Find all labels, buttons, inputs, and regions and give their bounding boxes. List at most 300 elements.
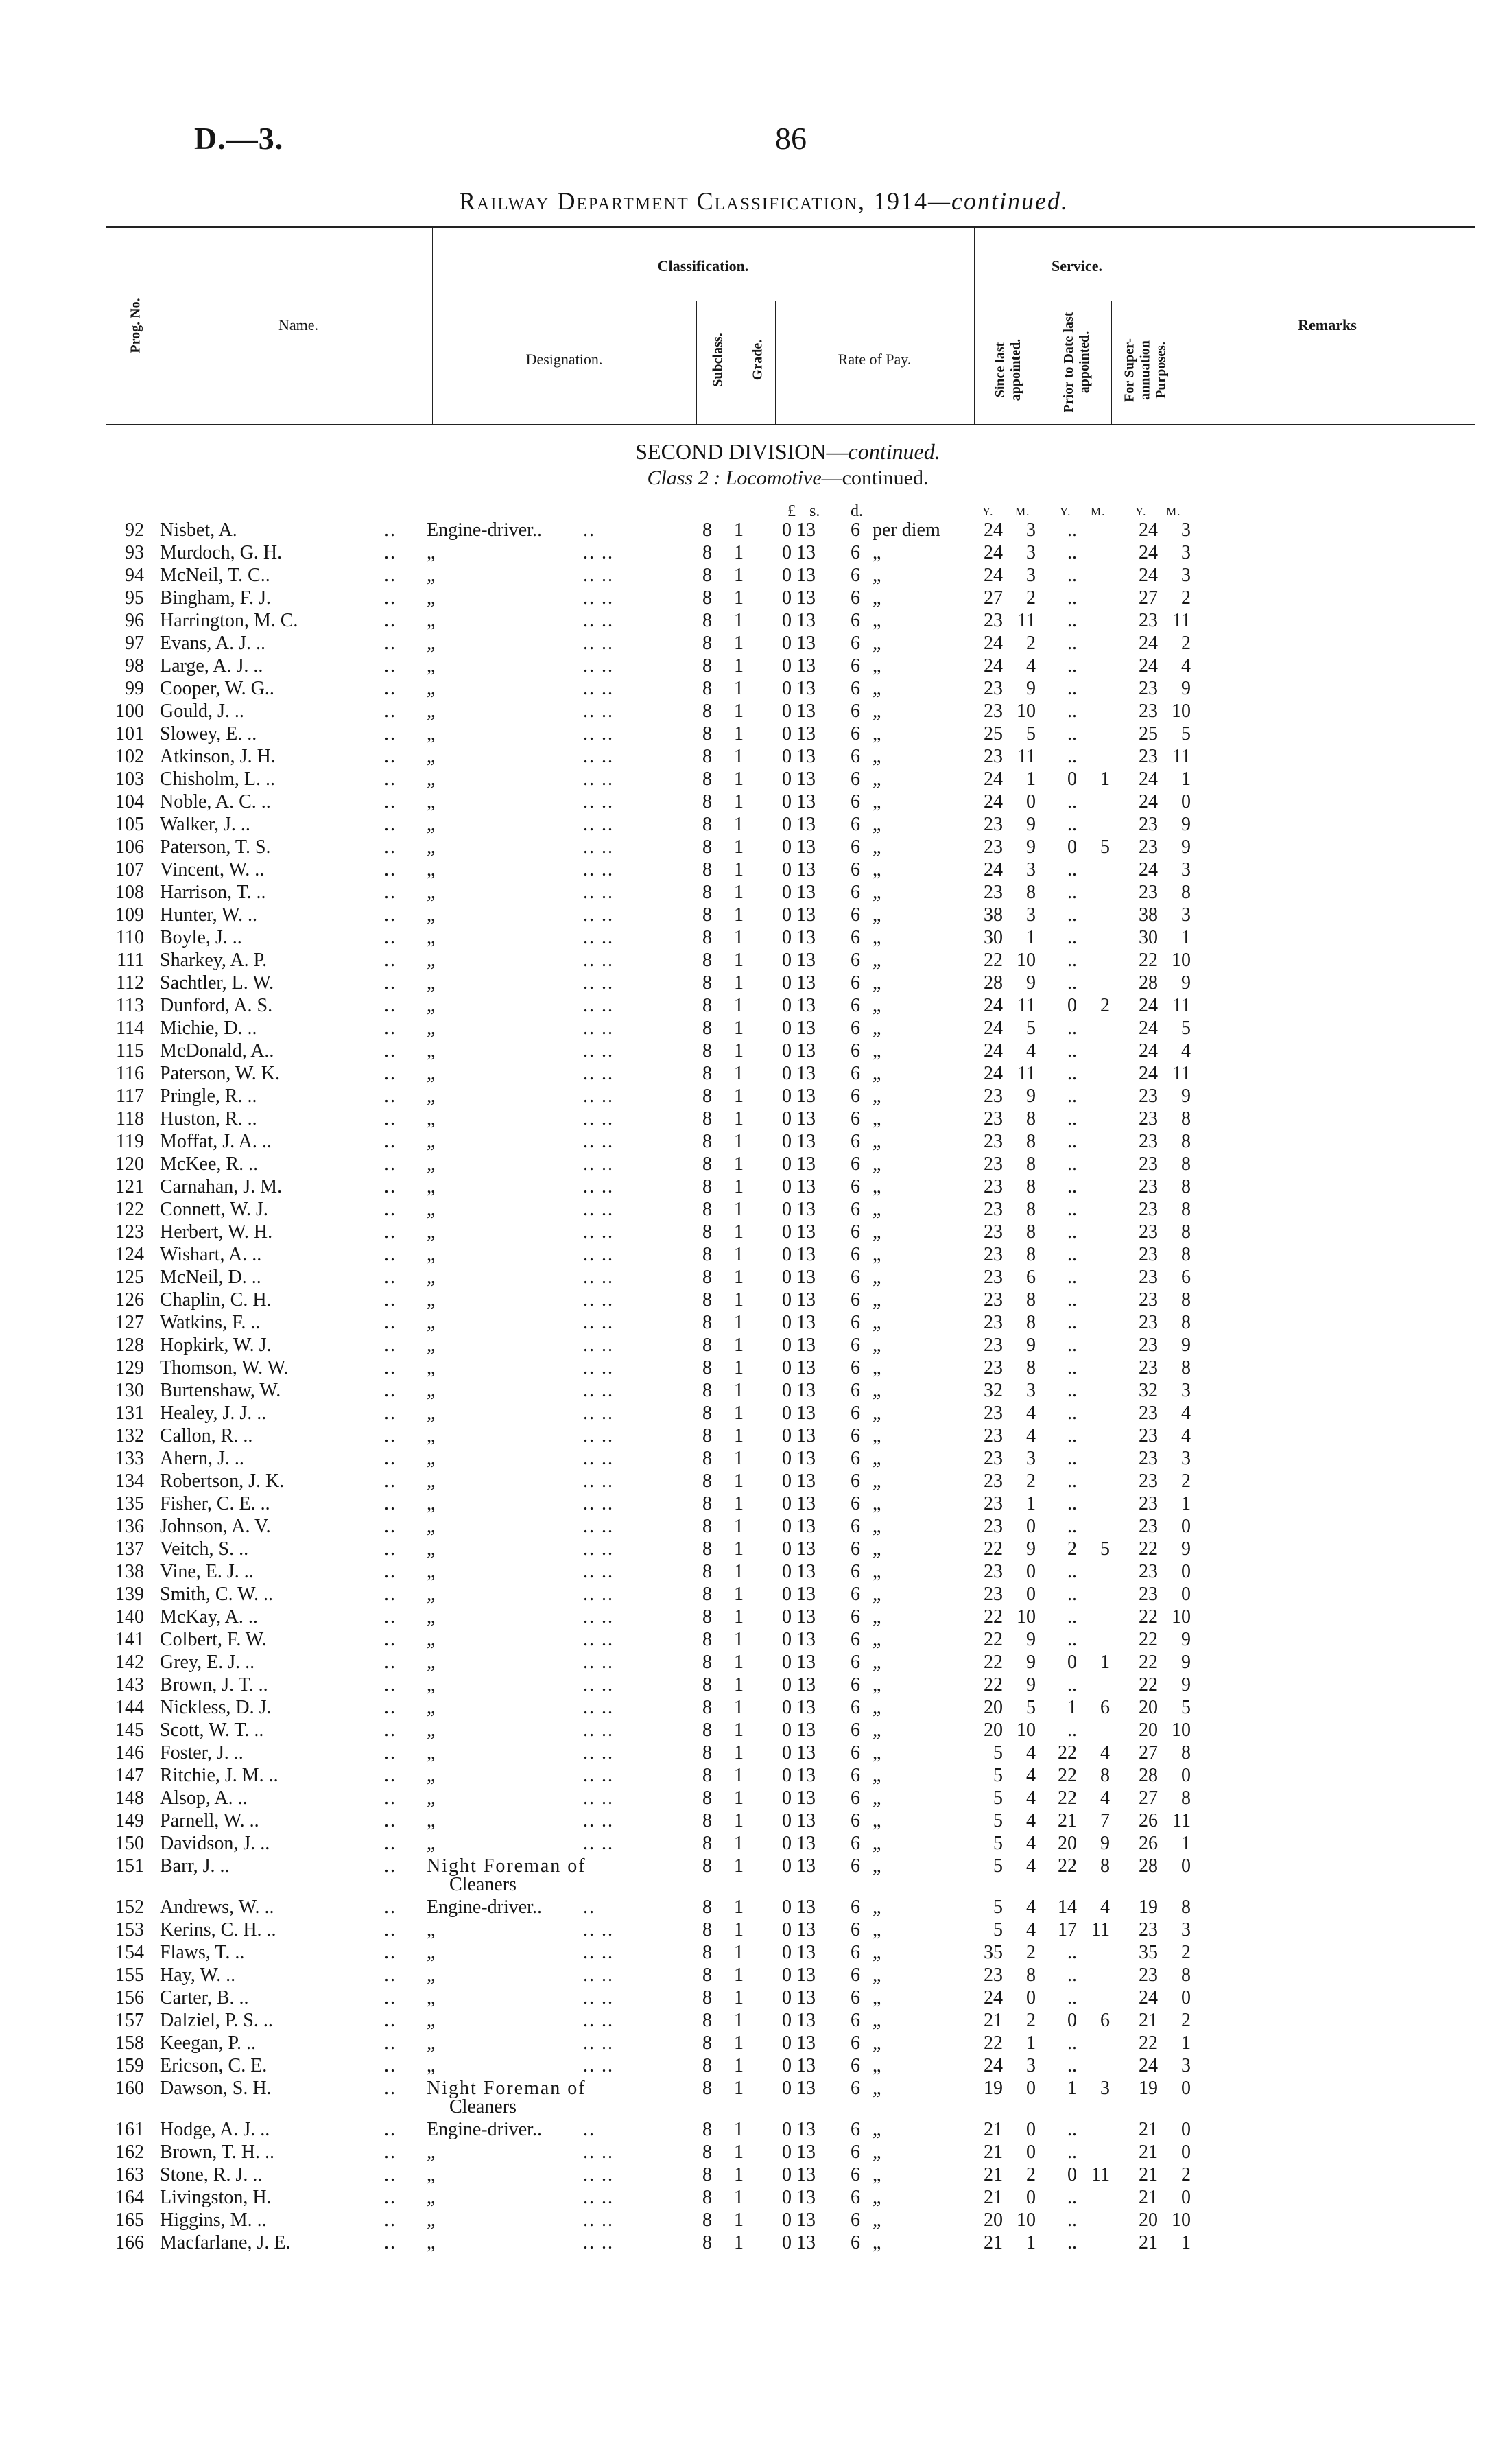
cell-rate-shillings: 0 13 xyxy=(782,1919,816,1940)
cell-super-months: 10 xyxy=(1172,2209,1191,2231)
cell-rate-period: „ xyxy=(873,950,881,971)
cell-grade: 1 xyxy=(734,1086,744,1107)
cell-prog-no: 136 xyxy=(115,1516,144,1537)
cell-super-years: 28 xyxy=(1139,972,1158,994)
cell-designation: „ xyxy=(427,655,436,677)
cell-super-years: 20 xyxy=(1139,1697,1158,1718)
cell-prog-no: 93 xyxy=(125,542,144,563)
cell-grade: 1 xyxy=(734,542,744,563)
cell-name: Noble, A. C. .. xyxy=(160,791,271,812)
cell-super-months: 9 xyxy=(1181,1086,1191,1107)
cell-since-months: 4 xyxy=(1026,1040,1036,1061)
cell-grade: 1 xyxy=(734,1787,744,1809)
cell-name-leader: .. xyxy=(384,927,396,948)
cell-subclass: 8 xyxy=(702,1629,712,1650)
table-row xyxy=(0,1379,1507,1402)
cell-subclass: 8 xyxy=(702,1040,712,1061)
cell-super-months: 3 xyxy=(1181,1919,1191,1940)
cell-prior-years: 0 xyxy=(1067,2164,1077,2185)
table-row xyxy=(0,564,1507,587)
cell-rate-period: „ xyxy=(873,2142,881,2163)
cell-super-years: 23 xyxy=(1139,1493,1158,1514)
cell-name: Flaws, T. .. xyxy=(160,1942,245,1963)
cell-since-months: 10 xyxy=(1017,2209,1036,2231)
cell-super-years: 21 xyxy=(1139,2164,1158,2185)
cell-rate-period: „ xyxy=(873,1176,881,1197)
cell-subclass: 8 xyxy=(702,2187,712,2208)
table-row xyxy=(0,1855,1507,1896)
cell-name-leader: .. xyxy=(384,678,396,699)
cell-name: Sharkey, A. P. xyxy=(160,950,268,971)
cell-subclass: 8 xyxy=(702,995,712,1016)
cell-name: Ericson, C. E. xyxy=(160,2055,268,2076)
header-grade: Grade. xyxy=(750,339,766,381)
cell-prog-no: 160 xyxy=(115,2078,144,2099)
cell-rate-shillings: 0 13 xyxy=(782,1720,816,1741)
cell-prog-no: 165 xyxy=(115,2209,144,2231)
cell-designation-leader: .. .. xyxy=(583,859,614,880)
cell-super-months: 9 xyxy=(1181,972,1191,994)
cell-subclass: 8 xyxy=(702,1987,712,2008)
cell-rate-pence: 6 xyxy=(851,1176,860,1197)
cell-since-years: 23 xyxy=(984,1335,1003,1356)
table-row xyxy=(0,1832,1507,1855)
cell-since-months: 5 xyxy=(1026,1018,1036,1039)
cell-name: Gould, J. .. xyxy=(160,701,244,722)
cell-name: McKay, A. .. xyxy=(160,1606,258,1628)
cell-rate-shillings: 0 13 xyxy=(782,2187,816,2208)
cell-name: Veitch, S. .. xyxy=(160,1538,249,1560)
cell-name: Scott, W. T. .. xyxy=(160,1720,264,1741)
cell-subclass: 8 xyxy=(702,1897,712,1918)
cell-rate-period: „ xyxy=(873,1919,881,1940)
cell-rate-pence: 6 xyxy=(851,1964,860,1986)
cell-prog-no: 147 xyxy=(115,1765,144,1786)
cell-rate-shillings: 0 13 xyxy=(782,2209,816,2231)
cell-subclass: 8 xyxy=(702,2119,712,2140)
cell-prog-no: 124 xyxy=(115,1244,144,1265)
table-row xyxy=(0,2009,1507,2032)
cell-rate-period: „ xyxy=(873,2010,881,2031)
cell-name-leader: .. xyxy=(384,1244,396,1265)
page-identifier: D.—3. xyxy=(194,121,284,156)
cell-since-months: 1 xyxy=(1026,1493,1036,1514)
cell-super-months: 0 xyxy=(1181,1765,1191,1786)
cell-super-months: 3 xyxy=(1181,859,1191,880)
cell-super-months: 3 xyxy=(1181,542,1191,563)
cell-since-years: 5 xyxy=(993,1787,1003,1809)
cell-designation: „ xyxy=(427,814,436,835)
cell-designation-leader: .. .. xyxy=(583,791,614,812)
cell-since-years: 23 xyxy=(984,701,1003,722)
cell-rate-pence: 6 xyxy=(851,2055,860,2076)
cell-prior-months: 4 xyxy=(1100,1787,1110,1809)
cell-prog-no: 152 xyxy=(115,1897,144,1918)
cell-prior-years: 22 xyxy=(1058,1742,1077,1763)
table-row xyxy=(0,972,1507,994)
cell-rate-pence: 6 xyxy=(851,995,860,1016)
cell-designation-leader: .. xyxy=(583,2119,595,2140)
cell-rate-shillings: 0 13 xyxy=(782,1086,816,1107)
cell-prior-years: .. xyxy=(1067,2055,1077,2076)
cell-name: McDonald, A.. xyxy=(160,1040,274,1061)
cell-since-years: 20 xyxy=(984,1697,1003,1718)
cell-grade: 1 xyxy=(734,2032,744,2054)
cell-since-years: 5 xyxy=(993,1833,1003,1854)
cell-rate-pence: 6 xyxy=(851,1063,860,1084)
cell-name-leader: .. xyxy=(384,1335,396,1356)
cell-prog-no: 137 xyxy=(115,1538,144,1560)
cell-prog-no: 117 xyxy=(116,1086,144,1107)
cell-name: Healey, J. J. .. xyxy=(160,1403,267,1424)
cell-subclass: 8 xyxy=(702,1108,712,1129)
cell-rate-shillings: 0 13 xyxy=(782,1244,816,1265)
cell-designation: „ xyxy=(427,1538,436,1560)
cell-name: Higgins, M. .. xyxy=(160,2209,267,2231)
cell-rate-pence: 6 xyxy=(851,2232,860,2253)
cell-prior-months: 8 xyxy=(1100,1765,1110,1786)
cell-subclass: 8 xyxy=(702,1919,712,1940)
cell-rate-pence: 6 xyxy=(851,1561,860,1582)
cell-rate-shillings: 0 13 xyxy=(782,610,816,631)
cell-rate-pence: 6 xyxy=(851,1942,860,1963)
cell-designation-leader: .. .. xyxy=(583,927,614,948)
table-row xyxy=(0,2163,1507,2186)
cell-designation: Engine-driver.. xyxy=(427,1897,542,1918)
cell-super-months: 3 xyxy=(1181,565,1191,586)
cell-designation-leader: .. .. xyxy=(583,1987,614,2008)
cell-subclass: 8 xyxy=(702,1131,712,1152)
cell-since-months: 9 xyxy=(1026,1538,1036,1560)
cell-name-leader: .. xyxy=(384,2055,396,2076)
cell-designation: „ xyxy=(427,587,436,609)
cell-designation: „ xyxy=(427,1964,436,1986)
cell-since-months: 3 xyxy=(1026,904,1036,926)
cell-prior-years: .. xyxy=(1067,1720,1077,1741)
cell-since-years: 23 xyxy=(984,814,1003,835)
cell-since-years: 22 xyxy=(984,950,1003,971)
cell-since-years: 24 xyxy=(984,995,1003,1016)
cell-designation-leader: .. .. xyxy=(583,1606,614,1628)
cell-rate-period: „ xyxy=(873,2209,881,2231)
cell-rate-period: „ xyxy=(873,1289,881,1311)
cell-subclass: 8 xyxy=(702,950,712,971)
cell-rate-pence: 6 xyxy=(851,1018,860,1039)
cell-since-years: 5 xyxy=(993,1810,1003,1831)
cell-super-months: 11 xyxy=(1172,610,1191,631)
cell-rate-pence: 6 xyxy=(851,2142,860,2163)
cell-subclass: 8 xyxy=(702,791,712,812)
cell-name-leader: .. xyxy=(384,1493,396,1514)
cell-name: Macfarlane, J. E. xyxy=(160,2232,291,2253)
cell-prior-years: .. xyxy=(1067,814,1077,835)
cell-designation-leader: .. .. xyxy=(583,1787,614,1809)
cell-rate-shillings: 0 13 xyxy=(782,1787,816,1809)
cell-rate-shillings: 0 13 xyxy=(782,1403,816,1424)
cell-designation-leader: .. .. xyxy=(583,633,614,654)
cell-subclass: 8 xyxy=(702,972,712,994)
cell-prog-no: 134 xyxy=(115,1470,144,1492)
cell-grade: 1 xyxy=(734,1720,744,1741)
cell-grade: 1 xyxy=(734,1516,744,1537)
table-row xyxy=(0,1017,1507,1040)
cell-super-months: 1 xyxy=(1181,927,1191,948)
header-since-last: Since last appointed. xyxy=(993,338,1023,401)
cell-rate-period: „ xyxy=(873,1942,881,1963)
cell-super-years: 24 xyxy=(1139,995,1158,1016)
cell-rate-period: „ xyxy=(873,1742,881,1763)
cell-designation: „ xyxy=(427,2032,436,2054)
cell-since-years: 23 xyxy=(984,1964,1003,1986)
cell-grade: 1 xyxy=(734,746,744,767)
cell-name-leader: .. xyxy=(384,791,396,812)
cell-subclass: 8 xyxy=(702,1742,712,1763)
table-row xyxy=(0,1153,1507,1175)
cell-name-leader: .. xyxy=(384,1765,396,1786)
cell-rate-shillings: 0 13 xyxy=(782,1516,816,1537)
cell-since-months: 3 xyxy=(1026,565,1036,586)
cell-grade: 1 xyxy=(734,2055,744,2076)
cell-grade: 1 xyxy=(734,1063,744,1084)
cell-prior-years: .. xyxy=(1067,1289,1077,1311)
cell-subclass: 8 xyxy=(702,655,712,677)
cell-since-months: 0 xyxy=(1026,2078,1036,2099)
cell-prior-years: 22 xyxy=(1058,1765,1077,1786)
cell-grade: 1 xyxy=(734,1199,744,1220)
cell-grade: 1 xyxy=(734,1335,744,1356)
cell-designation: „ xyxy=(427,1403,436,1424)
cell-prog-no: 139 xyxy=(115,1584,144,1605)
cell-grade: 1 xyxy=(734,950,744,971)
cell-name-leader: .. xyxy=(384,1267,396,1288)
cell-designation: „ xyxy=(427,701,436,722)
cell-super-years: 20 xyxy=(1139,1720,1158,1741)
table-row xyxy=(0,813,1507,836)
cell-super-years: 22 xyxy=(1139,1652,1158,1673)
cell-prior-years: .. xyxy=(1067,2209,1077,2231)
cell-rate-shillings: 0 13 xyxy=(782,904,816,926)
cell-since-months: 0 xyxy=(1026,1987,1036,2008)
cell-rate-pence: 6 xyxy=(851,1919,860,1940)
header-prior-to: Prior to Date last appointed. xyxy=(1061,312,1092,413)
cell-designation: „ xyxy=(427,1919,436,1940)
cell-since-months: 2 xyxy=(1026,1470,1036,1492)
cell-super-years: 23 xyxy=(1139,1267,1158,1288)
cell-prior-months: 11 xyxy=(1091,2164,1110,2185)
cell-since-months: 4 xyxy=(1026,1810,1036,1831)
cell-rate-pence: 6 xyxy=(851,1720,860,1741)
cell-name-leader: .. xyxy=(384,2232,396,2253)
cell-prior-years: 1 xyxy=(1067,1697,1077,1718)
cell-designation-leader: .. .. xyxy=(583,2142,614,2163)
cell-rate-pence: 6 xyxy=(851,1493,860,1514)
cell-rate-period: „ xyxy=(873,1063,881,1084)
cell-prior-years: .. xyxy=(1067,1425,1077,1446)
cell-designation-leader: .. .. xyxy=(583,1312,614,1333)
cell-grade: 1 xyxy=(734,1987,744,2008)
cell-designation-leader: .. .. xyxy=(583,1584,614,1605)
cell-prog-no: 104 xyxy=(115,791,144,812)
cell-since-months: 9 xyxy=(1026,814,1036,835)
cell-since-months: 4 xyxy=(1026,1787,1036,1809)
cell-prior-years: .. xyxy=(1067,1516,1077,1537)
cell-since-years: 23 xyxy=(984,836,1003,858)
cell-designation: „ xyxy=(427,1810,436,1831)
table-row xyxy=(0,1424,1507,1447)
cell-name: Michie, D. .. xyxy=(160,1018,257,1039)
cell-since-years: 25 xyxy=(984,723,1003,744)
cell-grade: 1 xyxy=(734,2142,744,2163)
cell-designation-leader: .. .. xyxy=(583,1674,614,1696)
header-for-super: For Super-annuation Purposes. xyxy=(1122,338,1169,402)
cell-since-years: 21 xyxy=(984,2010,1003,2031)
cell-rate-pence: 6 xyxy=(851,542,860,563)
cell-since-months: 2 xyxy=(1026,633,1036,654)
cell-designation: „ xyxy=(427,1652,436,1673)
cell-name-leader: .. xyxy=(384,1516,396,1537)
cell-name: Barr, J. .. xyxy=(160,1855,230,1877)
cell-rate-pence: 6 xyxy=(851,1108,860,1129)
cell-super-months: 5 xyxy=(1181,1018,1191,1039)
cell-prog-no: 115 xyxy=(116,1040,144,1061)
cell-super-years: 23 xyxy=(1139,1964,1158,1986)
cell-super-years: 22 xyxy=(1139,1674,1158,1696)
cell-since-years: 22 xyxy=(984,1674,1003,1696)
table-row xyxy=(0,1130,1507,1153)
table-row xyxy=(0,1606,1507,1628)
cell-prog-no: 131 xyxy=(115,1403,144,1424)
cell-rate-pence: 6 xyxy=(851,1810,860,1831)
cell-name: Cooper, W. G.. xyxy=(160,678,274,699)
cell-name: Carter, B. .. xyxy=(160,1987,249,2008)
cell-subclass: 8 xyxy=(702,2078,712,2099)
table-row xyxy=(0,1289,1507,1311)
cell-designation-leader: .. .. xyxy=(583,1810,614,1831)
cell-designation-leader: .. .. xyxy=(583,1516,614,1537)
cell-designation-leader: .. .. xyxy=(583,1470,614,1492)
cell-designation: „ xyxy=(427,1335,436,1356)
cell-name-leader: .. xyxy=(384,1855,396,1877)
cell-designation: „ xyxy=(427,2209,436,2231)
cell-super-months: 9 xyxy=(1181,814,1191,835)
cell-designation-leader: .. .. xyxy=(583,1380,614,1401)
cell-super-months: 8 xyxy=(1181,1108,1191,1129)
cell-designation-leader: .. .. xyxy=(583,1964,614,1986)
cell-rate-pence: 6 xyxy=(851,768,860,790)
cell-prior-years: .. xyxy=(1067,1674,1077,1696)
cell-rate-pence: 6 xyxy=(851,587,860,609)
header-subclass: Subclass. xyxy=(710,333,726,387)
cell-grade: 1 xyxy=(734,1629,744,1650)
cell-grade: 1 xyxy=(734,1855,744,1877)
cell-designation: „ xyxy=(427,768,436,790)
cell-rate-pence: 6 xyxy=(851,1652,860,1673)
cell-subclass: 8 xyxy=(702,1380,712,1401)
cell-name-leader: .. xyxy=(384,1742,396,1763)
cell-rate-pence: 6 xyxy=(851,565,860,586)
cell-name: Andrews, W. .. xyxy=(160,1897,274,1918)
cell-rate-pence: 6 xyxy=(851,701,860,722)
cell-designation: „ xyxy=(427,633,436,654)
cell-grade: 1 xyxy=(734,882,744,903)
cell-name-leader: .. xyxy=(384,1538,396,1560)
cell-name: Dalziel, P. S. .. xyxy=(160,2010,273,2031)
table-row xyxy=(0,1470,1507,1492)
cell-subclass: 8 xyxy=(702,2142,712,2163)
cell-since-years: 22 xyxy=(984,1629,1003,1650)
cell-subclass: 8 xyxy=(702,701,712,722)
table-row xyxy=(0,2118,1507,2141)
cell-since-years: 20 xyxy=(984,2209,1003,2231)
unit-months-since: M. xyxy=(1015,505,1030,518)
cell-designation-leader: .. .. xyxy=(583,746,614,767)
cell-rate-pence: 6 xyxy=(851,519,860,541)
cell-super-years: 23 xyxy=(1139,1199,1158,1220)
cell-name-leader: .. xyxy=(384,2164,396,2185)
cell-super-months: 1 xyxy=(1181,2232,1191,2253)
cell-grade: 1 xyxy=(734,1403,744,1424)
cell-rate-period: „ xyxy=(873,1810,881,1831)
cell-prior-years: .. xyxy=(1067,746,1077,767)
cell-designation: „ xyxy=(427,1289,436,1311)
page-number: 86 xyxy=(775,121,807,156)
cell-rate-pence: 6 xyxy=(851,2209,860,2231)
cell-prog-no: 121 xyxy=(115,1176,144,1197)
cell-rate-shillings: 0 13 xyxy=(782,587,816,609)
cell-since-years: 35 xyxy=(984,1942,1003,1963)
cell-since-years: 23 xyxy=(984,1244,1003,1265)
cell-grade: 1 xyxy=(734,972,744,994)
cell-rate-shillings: 0 13 xyxy=(782,1538,816,1560)
cell-subclass: 8 xyxy=(702,882,712,903)
cell-since-years: 24 xyxy=(984,655,1003,677)
cell-designation-leader: .. .. xyxy=(583,1040,614,1061)
cell-rate-shillings: 0 13 xyxy=(782,655,816,677)
table-row xyxy=(0,790,1507,813)
cell-designation: „ xyxy=(427,2232,436,2253)
header-name: Name. xyxy=(278,316,319,333)
cell-since-years: 23 xyxy=(984,1561,1003,1582)
cell-name-leader: .. xyxy=(384,1470,396,1492)
cell-prog-no: 132 xyxy=(115,1425,144,1446)
cell-prior-months: 9 xyxy=(1100,1833,1110,1854)
cell-since-years: 21 xyxy=(984,2187,1003,2208)
cell-rate-pence: 6 xyxy=(851,2010,860,2031)
cell-since-months: 0 xyxy=(1026,791,1036,812)
cell-grade: 1 xyxy=(734,1674,744,1696)
table-row xyxy=(0,655,1507,677)
cell-rate-shillings: 0 13 xyxy=(782,791,816,812)
cell-prog-no: 109 xyxy=(115,904,144,926)
cell-grade: 1 xyxy=(734,1606,744,1628)
cell-prior-years: 1 xyxy=(1067,2078,1077,2099)
table-row xyxy=(0,949,1507,972)
cell-super-months: 8 xyxy=(1181,1357,1191,1378)
cell-super-months: 10 xyxy=(1172,950,1191,971)
table-row xyxy=(0,1357,1507,1379)
cell-designation: „ xyxy=(427,1942,436,1963)
cell-prior-years: .. xyxy=(1067,1380,1077,1401)
cell-name-leader: .. xyxy=(384,950,396,971)
cell-designation-leader: .. .. xyxy=(583,2164,614,2185)
cell-super-years: 24 xyxy=(1139,519,1158,541)
cell-designation: Night Foreman of xyxy=(427,1855,586,1877)
cell-name-leader: .. xyxy=(384,859,396,880)
cell-since-years: 23 xyxy=(984,1221,1003,1243)
cell-prior-months: 4 xyxy=(1100,1742,1110,1763)
cell-rate-shillings: 0 13 xyxy=(782,1964,816,1986)
cell-designation: „ xyxy=(427,1629,436,1650)
